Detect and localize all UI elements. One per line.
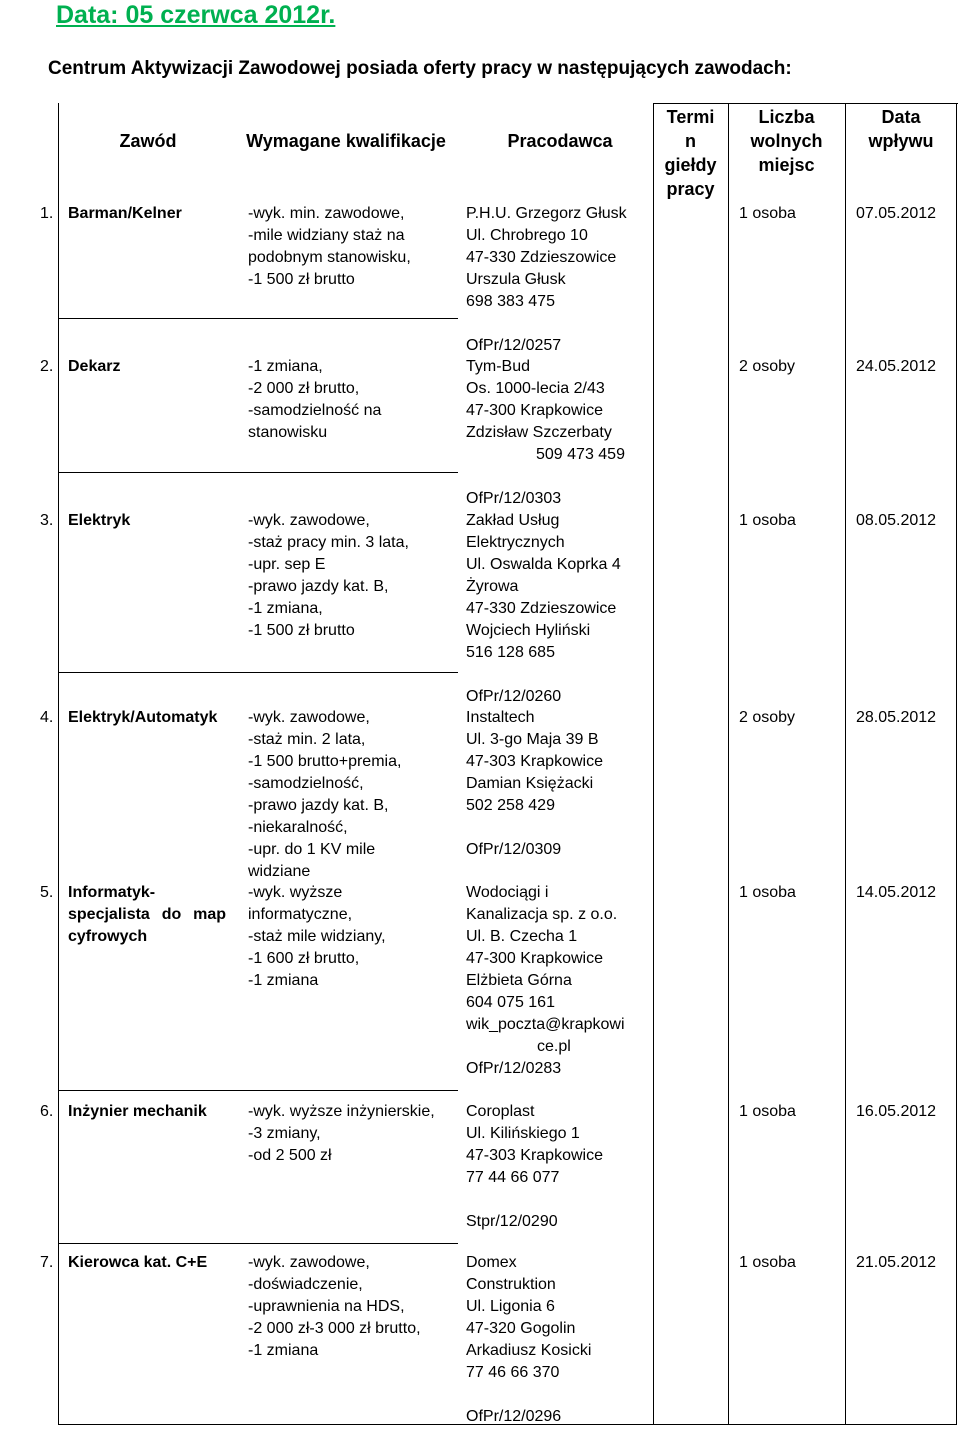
header-termin: Termi n giełdy pracy bbox=[664, 107, 717, 199]
qualifications-line: -wyk. wyższe bbox=[248, 884, 343, 901]
employer bbox=[466, 203, 627, 357]
employer-line: Coroplast bbox=[466, 1103, 535, 1120]
qualifications-line: -1 zmiana, bbox=[248, 600, 323, 617]
employer-line: Tym-Bud bbox=[466, 358, 531, 375]
receipt-date: 28.05.2012 bbox=[856, 709, 937, 726]
occupation-line: Elektryk/Automatyk bbox=[68, 709, 218, 726]
employer-line bbox=[466, 817, 603, 839]
qualifications bbox=[248, 707, 401, 883]
document-date: Data: 05 czerwca 2012r. bbox=[56, 1, 336, 29]
header-data: Data wpływu bbox=[868, 107, 934, 151]
header-kwalifikacje: Wymagane kwalifikacje bbox=[246, 131, 446, 151]
qualifications-line: -1 zmiana bbox=[248, 972, 319, 989]
qualifications-line: -od 2 500 zł bbox=[248, 1147, 332, 1164]
qualifications-line: -2 000 zł brutto, bbox=[248, 380, 360, 397]
employer-line: ce.pl bbox=[537, 1038, 571, 1055]
vacancies: 2 osoby bbox=[739, 709, 796, 726]
employer-line: Wojciech Hyliński bbox=[466, 622, 591, 639]
employer bbox=[466, 882, 625, 1080]
qualifications-line: -niekaralność, bbox=[248, 819, 348, 836]
qualifications-line: -upr. sep E bbox=[248, 556, 326, 573]
row-divider bbox=[58, 1243, 458, 1244]
employer-line: 509 473 459 bbox=[536, 446, 625, 463]
row-number: 4. bbox=[40, 709, 54, 726]
qualifications bbox=[248, 356, 381, 444]
employer-line: Zdzisław Szczerbaty bbox=[466, 424, 612, 441]
employer bbox=[466, 707, 603, 861]
qualifications-line: -staż min. 2 lata, bbox=[248, 731, 366, 748]
employer-line: 47-330 Zdzieszowice bbox=[466, 600, 617, 617]
qualifications-line: -uprawnienia na HDS, bbox=[248, 1298, 405, 1315]
qualifications bbox=[248, 510, 409, 642]
occupation-line: specjalista do map bbox=[68, 906, 226, 923]
occupation-line: Elektryk bbox=[68, 512, 131, 529]
header-liczba: Liczba wolnych miejsc bbox=[750, 107, 823, 175]
qualifications-line: -wyk. min. zawodowe, bbox=[248, 205, 405, 222]
qualifications-line: informatyczne, bbox=[248, 906, 353, 923]
employer-line: OfPr/12/0283 bbox=[466, 1060, 562, 1077]
employer-line bbox=[466, 1189, 603, 1211]
employer-line: Ul. 3-go Maja 39 B bbox=[466, 731, 599, 748]
qualifications bbox=[248, 1252, 421, 1362]
receipt-date: 14.05.2012 bbox=[856, 884, 937, 901]
qualifications-line: -prawo jazdy kat. B, bbox=[248, 578, 389, 595]
receipt-date: 08.05.2012 bbox=[856, 512, 937, 529]
column-divider bbox=[845, 103, 846, 1425]
qualifications-line: -mile widziany staż na bbox=[248, 227, 405, 244]
employer-line: Elżbieta Górna bbox=[466, 972, 572, 989]
qualifications-line: -samodzielność na bbox=[248, 402, 382, 419]
employer-line: 516 128 685 bbox=[466, 644, 555, 661]
row-number: 2. bbox=[40, 358, 54, 375]
employer-line: OfPr/12/0260 bbox=[466, 688, 562, 705]
vacancies: 2 osoby bbox=[739, 358, 796, 375]
row-number: 3. bbox=[40, 512, 54, 529]
employer-line: 47-303 Krapkowice bbox=[466, 753, 603, 770]
employer-line: Stpr/12/0290 bbox=[466, 1213, 558, 1230]
employer-line: 698 383 475 bbox=[466, 293, 555, 310]
row-number: 7. bbox=[40, 1254, 54, 1271]
row-divider bbox=[58, 672, 458, 673]
occupation-line: Barman/Kelner bbox=[68, 205, 182, 222]
qualifications-line: -1 600 zł brutto, bbox=[248, 950, 360, 967]
occupation-line: cyfrowych bbox=[68, 928, 148, 945]
qualifications bbox=[248, 1101, 435, 1167]
column-divider bbox=[653, 103, 654, 1425]
employer-line: OfPr/12/0296 bbox=[466, 1408, 562, 1425]
occupation-line: Informatyk- bbox=[68, 884, 156, 901]
employer-line: OfPr/12/0309 bbox=[466, 841, 562, 858]
employer-line: P.H.U. Grzegorz Głusk bbox=[466, 205, 627, 222]
row-divider bbox=[58, 318, 458, 319]
qualifications-line: -3 zmiany, bbox=[248, 1125, 321, 1142]
employer bbox=[466, 356, 625, 510]
receipt-date: 21.05.2012 bbox=[856, 1254, 937, 1271]
qualifications-line: -2 000 zł-3 000 zł brutto, bbox=[248, 1320, 421, 1337]
occupation bbox=[68, 510, 130, 532]
employer-line: 47-330 Zdzieszowice bbox=[466, 249, 617, 266]
employer-line: Wodociągi i bbox=[466, 884, 549, 901]
vacancies: 1 osoba bbox=[739, 1254, 796, 1271]
qualifications-line: -samodzielność, bbox=[248, 775, 364, 792]
employer-line: 502 258 429 bbox=[466, 797, 555, 814]
occupation bbox=[68, 882, 226, 948]
page-heading: Centrum Aktywizacji Zawodowej posiada oferty pracy w następujących zawodach: bbox=[48, 58, 792, 79]
employer-line: Ul. B. Czecha 1 bbox=[466, 928, 578, 945]
occupation bbox=[68, 356, 120, 378]
employer-line bbox=[466, 313, 627, 335]
qualifications-line: podobnym stanowisku, bbox=[248, 249, 411, 266]
qualifications-line: -wyk. zawodowe, bbox=[248, 709, 370, 726]
employer-line: Os. 1000-lecia 2/43 bbox=[466, 380, 605, 397]
occupation-line: Kierowca kat. C+E bbox=[68, 1254, 208, 1271]
employer-line: 47-300 Krapkowice bbox=[466, 402, 603, 419]
receipt-date: 07.05.2012 bbox=[856, 205, 937, 222]
employer-line: Urszula Głusk bbox=[466, 271, 566, 288]
vacancies: 1 osoba bbox=[739, 884, 796, 901]
employer-line: Domex bbox=[466, 1254, 517, 1271]
employer-line: Zakład Usług bbox=[466, 512, 560, 529]
employer-line: Żyrowa bbox=[466, 578, 519, 595]
header-pracodawca: Pracodawca bbox=[507, 131, 613, 151]
employer-line: Elektrycznych bbox=[466, 534, 565, 551]
row-divider bbox=[58, 472, 458, 473]
employer-line bbox=[466, 466, 625, 488]
employer-line: Construktion bbox=[466, 1276, 556, 1293]
employer-line: 47-300 Krapkowice bbox=[466, 950, 603, 967]
employer-line: 604 075 161 bbox=[466, 994, 555, 1011]
qualifications-line: -staż mile widziany, bbox=[248, 928, 386, 945]
employer-line: 47-320 Gogolin bbox=[466, 1320, 576, 1337]
occupation bbox=[68, 1101, 207, 1123]
qualifications-line: -1 500 brutto+premia, bbox=[248, 753, 402, 770]
receipt-date: 24.05.2012 bbox=[856, 358, 937, 375]
header-zawod: Zawód bbox=[119, 131, 177, 151]
employer-line: 77 44 66 077 bbox=[466, 1169, 560, 1186]
qualifications-line: -wyk. zawodowe, bbox=[248, 1254, 370, 1271]
employer bbox=[466, 510, 621, 708]
employer-line: 47-303 Krapkowice bbox=[466, 1147, 603, 1164]
vacancies: 1 osoba bbox=[739, 1103, 796, 1120]
qualifications-line: widziane bbox=[248, 863, 311, 880]
employer-line bbox=[466, 664, 621, 686]
employer bbox=[466, 1252, 591, 1428]
qualifications-line: -1 500 zł brutto bbox=[248, 622, 355, 639]
column-divider bbox=[728, 103, 729, 1425]
row-number: 5. bbox=[40, 884, 54, 901]
row-divider bbox=[58, 1090, 458, 1091]
occupation-line: Dekarz bbox=[68, 358, 121, 375]
qualifications-line: -1 zmiana bbox=[248, 1342, 319, 1359]
employer-line: Kanalizacja sp. z o.o. bbox=[466, 906, 618, 923]
employer-line: 77 46 66 370 bbox=[466, 1364, 560, 1381]
employer-line: Arkadiusz Kosicki bbox=[466, 1342, 592, 1359]
employer-line: Damian Księżacki bbox=[466, 775, 594, 792]
employer-line: OfPr/12/0257 bbox=[466, 337, 562, 354]
qualifications-line: -doświadczenie, bbox=[248, 1276, 363, 1293]
occupation bbox=[68, 707, 217, 729]
vacancies: 1 osoba bbox=[739, 512, 796, 529]
employer-line bbox=[466, 1384, 591, 1406]
employer-line: Instaltech bbox=[466, 709, 535, 726]
occupation-line: Inżynier mechanik bbox=[68, 1103, 207, 1120]
employer-line: Ul. Chrobrego 10 bbox=[466, 227, 588, 244]
employer-line: wik_poczta@krapkowi bbox=[466, 1016, 625, 1033]
qualifications-line: -upr. do 1 KV mile bbox=[248, 841, 376, 858]
occupation bbox=[68, 1252, 207, 1274]
employer-line: Ul. Kilińskiego 1 bbox=[466, 1125, 580, 1142]
qualifications-line: -staż pracy min. 3 lata, bbox=[248, 534, 409, 551]
employer-line: Ul. Oswalda Koprka 4 bbox=[466, 556, 621, 573]
qualifications-line: -wyk. zawodowe, bbox=[248, 512, 370, 529]
vacancies: 1 osoba bbox=[739, 205, 796, 222]
qualifications-line: -1 500 zł brutto bbox=[248, 271, 355, 288]
receipt-date: 16.05.2012 bbox=[856, 1103, 937, 1120]
row-number: 6. bbox=[40, 1103, 54, 1120]
row-number: 1. bbox=[40, 205, 54, 222]
occupation bbox=[68, 203, 182, 225]
table-top-border bbox=[653, 103, 958, 104]
employer bbox=[466, 1101, 603, 1233]
employer-line: Ul. Ligonia 6 bbox=[466, 1298, 555, 1315]
qualifications-line: -prawo jazdy kat. B, bbox=[248, 797, 389, 814]
employer-line: OfPr/12/0303 bbox=[466, 490, 562, 507]
qualifications bbox=[248, 203, 411, 291]
qualifications-line: stanowisku bbox=[248, 424, 328, 441]
qualifications-line: -1 zmiana, bbox=[248, 358, 323, 375]
qualifications bbox=[248, 882, 386, 992]
qualifications-line: -wyk. wyższe inżynierskie, bbox=[248, 1103, 435, 1120]
